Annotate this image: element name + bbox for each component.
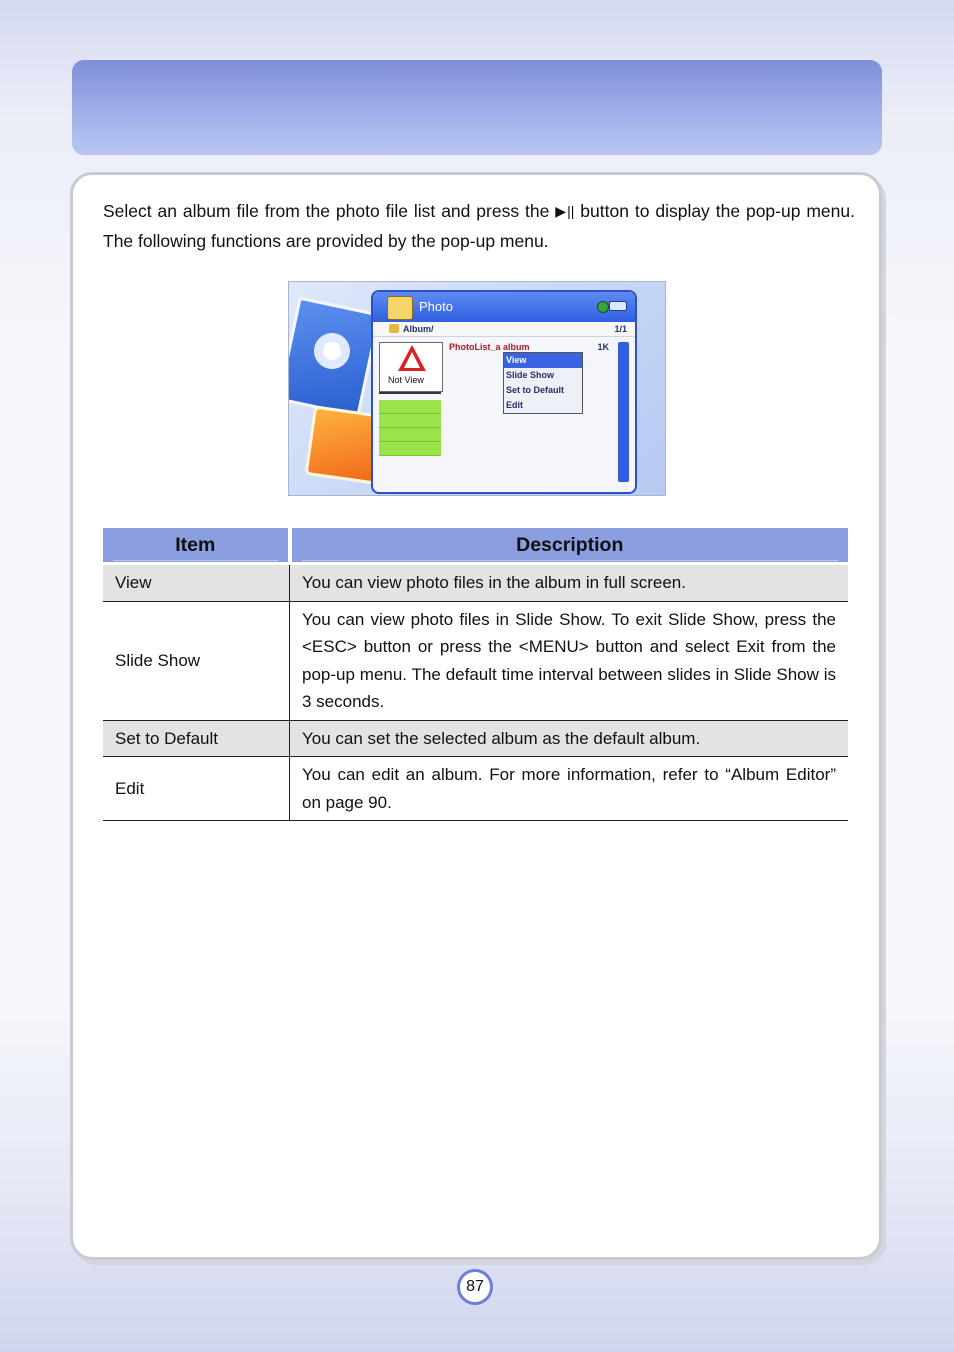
description-cell: You can set the selected album as the default album.: [290, 720, 849, 757]
description-cell: You can view photo files in the album in full screen.: [290, 565, 849, 601]
table-row: [103, 601, 848, 720]
flower-graphic: [311, 330, 353, 372]
description-cell: You can view photo files in Slide Show. To exit Slide Show, press the <ESC> button or press the <MENU> button and select Exit from the pop-up menu. The default time interval between slides in Slide Show is 3 seconds.: [290, 601, 849, 720]
list-label: PhotoList_a album: [449, 342, 530, 352]
list-size: 1K: [597, 342, 609, 352]
intro-text-2: button to display the pop-up menu. The following functions are provided by the pop-up menu.: [103, 201, 855, 251]
popup-item-view: View: [504, 353, 582, 368]
page-number: 87: [457, 1269, 493, 1305]
thumbnail-list-bars: [379, 400, 441, 456]
popup-item-edit: Edit: [506, 400, 523, 410]
function-table: [103, 528, 848, 821]
table-header-row: [103, 528, 848, 562]
item-cell: Set to Default: [103, 720, 290, 757]
table-row: [103, 720, 848, 757]
header-description: Description: [290, 528, 849, 562]
header-item: Item: [103, 528, 290, 562]
item-cell: Edit: [103, 757, 290, 821]
header-band: [72, 60, 882, 155]
device-screen: [371, 290, 637, 494]
popup-item-set-default: Set to Default: [506, 385, 565, 395]
scrollbar: [618, 342, 629, 482]
intro-paragraph: [103, 196, 855, 256]
description-cell: You can edit an album. For more information, refer to “Album Editor” on page 90.: [290, 757, 849, 821]
thumb-label: Not View: [388, 375, 424, 385]
play-pause-icon: ▶||: [555, 203, 575, 219]
intro-text-1: Select an album file from the photo file list and press the: [103, 201, 556, 221]
popup-menu: [503, 352, 583, 414]
thumb-underline: [379, 392, 441, 394]
warning-icon-inner: [404, 352, 420, 368]
photo-icon: [387, 296, 413, 320]
item-cell: Slide Show: [103, 601, 290, 720]
battery-icon: [609, 301, 627, 311]
count-text: 1/1: [614, 324, 627, 334]
folder-icon: [389, 324, 399, 333]
path-text: Album/: [403, 324, 434, 334]
item-cell: View: [103, 565, 290, 601]
table-row: [103, 757, 848, 821]
device-screenshot: [288, 281, 666, 496]
screen-title: Photo: [419, 299, 453, 314]
table-row: [103, 565, 848, 601]
popup-item-slide-show: Slide Show: [506, 370, 555, 380]
status-icon: [597, 301, 609, 313]
screen-titlebar: [373, 292, 635, 322]
path-bar: [373, 322, 635, 337]
album-thumbnail: [379, 342, 443, 392]
